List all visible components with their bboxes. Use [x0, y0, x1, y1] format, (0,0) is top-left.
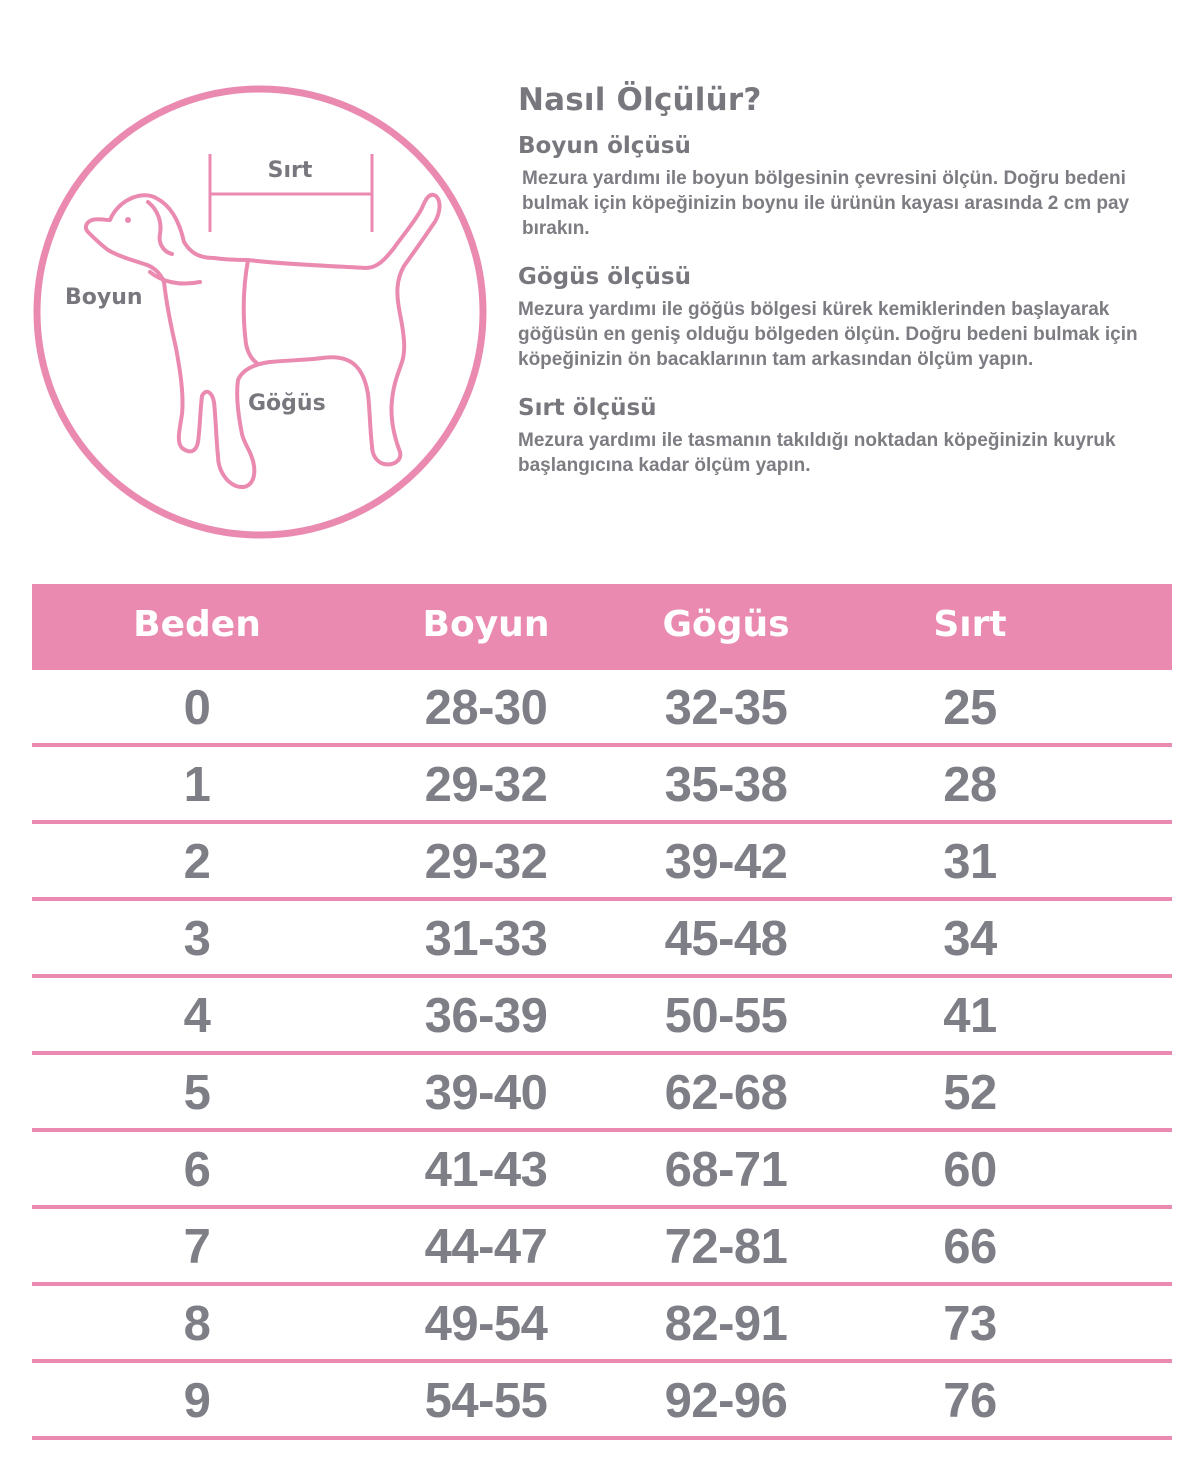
chest-cell: 45-48	[664, 912, 788, 966]
table-row	[32, 670, 1172, 747]
diagram-circle-border	[37, 89, 483, 535]
back-cell: 73	[943, 1297, 997, 1351]
table-row	[32, 1132, 1172, 1209]
table-row	[32, 978, 1172, 1055]
section-title: Boyun ölçüsü	[518, 133, 691, 159]
size-cell: 1	[183, 758, 211, 812]
chest-cell: 62-68	[664, 1066, 788, 1120]
size-cell: 6	[183, 1143, 211, 1197]
section-title: Sırt ölçüsü	[518, 395, 657, 421]
dog-eye-icon	[125, 217, 131, 223]
neck-cell: 39-40	[424, 1066, 548, 1120]
neck-cell: 29-32	[424, 758, 548, 812]
dog-measurement-diagram	[30, 82, 490, 542]
table-row	[32, 901, 1172, 978]
dog-body-path	[86, 195, 440, 487]
header-back: Sırt	[933, 604, 1007, 645]
chest-cell: 32-35	[664, 681, 788, 735]
size-cell: 2	[183, 835, 211, 889]
size-cell: 0	[183, 681, 211, 735]
chest-measure-section	[518, 263, 1183, 372]
back-measure-section	[518, 394, 1183, 478]
table-row	[32, 1055, 1172, 1132]
section-text: Mezura yardımı ile göğüs bölgesi kürek kemiklerinden başlayarak göğüsün en geniş olduğu bölgeden ölçün. Doğru bedeni bulmak için köpeğinizin ön bacaklarının tam arkasından ölçüm yapın.	[518, 299, 1138, 370]
section-title: Gögüs ölçüsü	[518, 264, 691, 290]
chest-cell: 50-55	[664, 989, 788, 1043]
neck-cell: 49-54	[424, 1297, 548, 1351]
back-cell: 66	[943, 1220, 997, 1274]
neck-measure-section	[518, 132, 1183, 241]
back-cell: 31	[943, 835, 997, 889]
neck-cell: 36-39	[424, 989, 548, 1043]
back-cell: 25	[943, 681, 997, 735]
neck-cell: 28-30	[424, 681, 548, 735]
neck-cell: 54-55	[424, 1374, 548, 1428]
chest-cell: 35-38	[664, 758, 788, 812]
header-neck: Boyun	[422, 604, 550, 645]
dog-outline-illustration	[30, 82, 490, 542]
chest-cell: 68-71	[664, 1143, 788, 1197]
header-chest: Gögüs	[662, 604, 790, 645]
table-row	[32, 1363, 1172, 1440]
size-cell: 9	[183, 1374, 211, 1428]
chest-cell: 72-81	[664, 1220, 788, 1274]
size-cell: 8	[183, 1297, 211, 1351]
size-cell: 4	[183, 989, 211, 1043]
table-row	[32, 747, 1172, 824]
back-cell: 28	[943, 758, 997, 812]
neck-cell: 41-43	[424, 1143, 548, 1197]
size-chart-table	[32, 584, 1172, 1440]
dog-chest-line-path	[244, 260, 258, 364]
back-cell: 34	[943, 912, 997, 966]
section-text: Mezura yardımı ile boyun bölgesinin çevresini ölçün. Doğru bedeni bulmak için köpeğinizin boynu ile ürünün kayası arasında 2 cm pay bırakın.	[522, 168, 1130, 239]
section-text: Mezura yardımı ile tasmanın takıldığı noktadan köpeğinizin kuyruk başlangıcına kadar ölçüm yapın.	[518, 430, 1116, 476]
table-row	[32, 1209, 1172, 1286]
measurement-instructions	[518, 82, 1183, 478]
size-cell: 3	[183, 912, 211, 966]
chest-cell: 82-91	[664, 1297, 788, 1351]
size-cell: 7	[183, 1220, 211, 1274]
neck-cell: 44-47	[424, 1220, 548, 1274]
neck-cell: 29-32	[424, 835, 548, 889]
back-label: Sırt	[267, 158, 313, 183]
neck-cell: 31-33	[424, 912, 548, 966]
instructions-title: Nasıl Ölçülür?	[518, 82, 762, 118]
chest-label: Göğüs	[248, 391, 326, 416]
chest-cell: 39-42	[664, 835, 788, 889]
table-row	[32, 1286, 1172, 1363]
back-cell: 60	[943, 1143, 997, 1197]
table-header-row	[32, 584, 1172, 670]
chest-cell: 92-96	[664, 1374, 788, 1428]
neck-label: Boyun	[65, 285, 143, 310]
header-size: Beden	[133, 604, 261, 645]
table-row	[32, 824, 1172, 901]
back-cell: 41	[943, 989, 997, 1043]
back-cell: 52	[943, 1066, 997, 1120]
back-cell: 76	[943, 1374, 997, 1428]
dog-icon	[86, 195, 440, 487]
size-cell: 5	[183, 1066, 211, 1120]
